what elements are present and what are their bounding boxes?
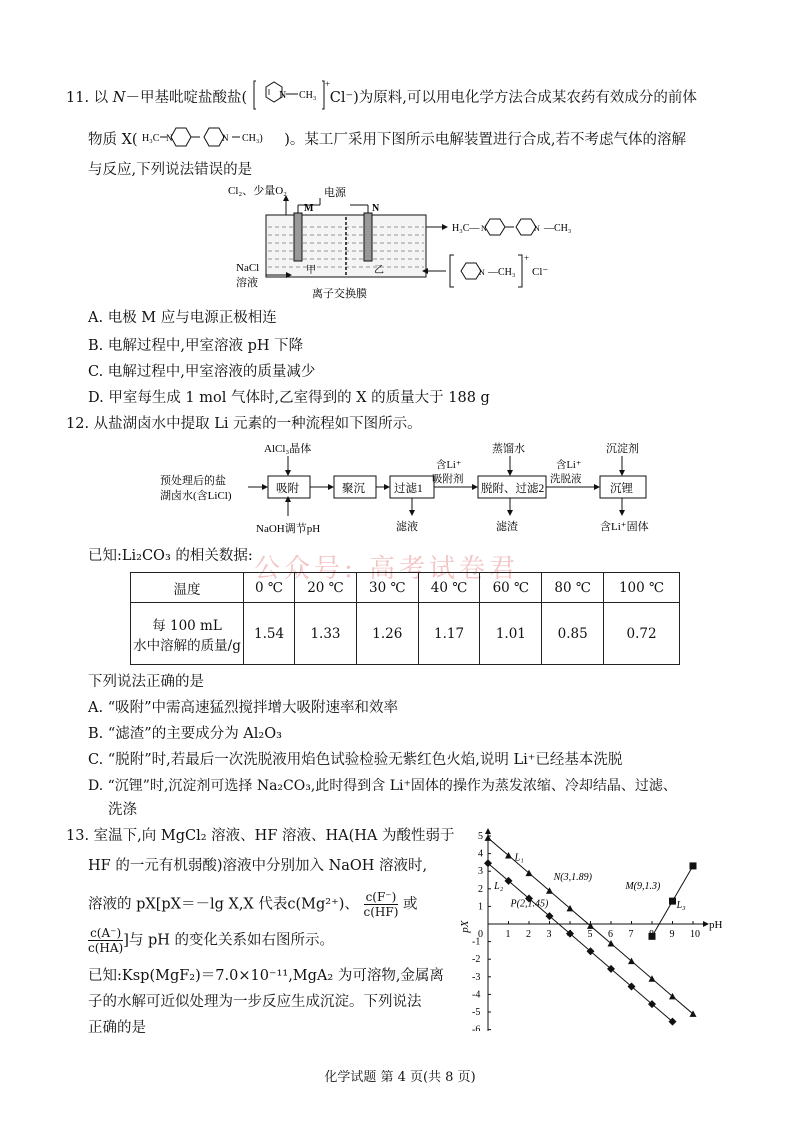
flow-step-coagulate-label: 聚沉 — [342, 483, 365, 495]
x-tick-label: 5 — [587, 929, 593, 940]
table-temp: 0 ℃ — [244, 573, 295, 603]
x-tick-label: 3 — [546, 929, 552, 940]
q13-line3-text: 溶液的 pX[pX＝－lg X,X 代表c(Mg²⁺)、 — [88, 896, 359, 913]
chamber-a-label: 甲 — [306, 265, 316, 276]
q13-line4-text: ]与 pH 的变化关系如右图所示。 — [123, 932, 335, 949]
table-value: 1.54 — [244, 603, 295, 665]
svg-text:—CH₃: —CH₃ — [488, 267, 516, 278]
flow-eluent-1: 含Li⁺ — [556, 460, 582, 471]
svg-text:N: N — [222, 133, 229, 143]
plus-charge: + — [324, 79, 330, 89]
table-row-label-1: 每 100 mL — [152, 617, 222, 634]
annotation-label: M(9,1.3) — [625, 880, 661, 892]
flow-adsorbent-1: 含Li⁺ — [436, 460, 462, 471]
q12-option-d: D. “沉锂”时,沉淀剂可选择 Na₂CO₃,此时得到含 Li⁺固体的操作为蒸发浓缩、冷却结晶、过滤、 — [88, 778, 677, 794]
flow-step-lithium-label: 沉锂 — [610, 483, 633, 495]
flow-feed-1: 预处理后的盐 — [160, 475, 226, 487]
membrane-label: 离子交换膜 — [312, 288, 367, 300]
q11-prefix: 11. 以 — [66, 90, 109, 106]
q11-option-b: B. 电解过程中,甲室溶液 pH 下降 — [88, 338, 304, 354]
q12-known: 已知:Li₂CO₃ 的相关数据: — [88, 548, 253, 564]
table-header-label: 温度 — [131, 573, 244, 603]
table-value: 0.72 — [604, 603, 680, 665]
series-label: L₂ — [494, 880, 504, 892]
q13-line1: 13. 室温下,向 MgCl₂ 溶液、HF 溶液、HA(HA 为酸性弱于 — [66, 828, 455, 844]
electrode-n-label: N — [372, 203, 380, 214]
q12-option-a: A. “吸附”中需高速猛烈搅拌增大吸附速率和效率 — [88, 700, 399, 716]
x-tick-label: 9 — [669, 929, 675, 940]
q13-line6: 子的水解可近似处理为一步反应生成沉淀。下列说法 — [88, 994, 422, 1010]
reactant-cl-label: Cl⁻ — [532, 266, 549, 278]
flow-naoh: NaOH调节pH — [256, 523, 321, 535]
q13-line5: 已知:Ksp(MgF₂)＝7.0×10⁻¹¹,MgA₂ 为可溶物,金属离 — [88, 968, 444, 984]
flow-eluent-2: 洗脱液 — [550, 474, 582, 485]
table-value: 1.33 — [295, 603, 357, 665]
electrolysis-diagram — [228, 183, 608, 312]
y-axis-label: pX — [460, 920, 471, 933]
flow-step-adsorb-label: 吸附 — [276, 483, 299, 495]
chart-svg — [460, 826, 730, 1031]
annotation-label: N(3,1.89) — [553, 872, 592, 883]
y-tick-label: -5 — [472, 1007, 481, 1018]
svg-text:—CH₃: —CH₃ — [544, 223, 572, 234]
x-tick-label: 2 — [526, 929, 531, 940]
q11-line2-prefix: 物质 X( — [88, 132, 138, 148]
y-tick-label: 4 — [478, 848, 483, 860]
q13-line4 — [88, 926, 334, 955]
page-footer: 化学试题 第 4 页(共 8 页) — [324, 1070, 476, 1085]
power-label: 电源 — [324, 187, 346, 199]
q12-option-b: B. “滤渣”的主要成分为 Al₂O₃ — [88, 726, 282, 742]
flow-adsorbent-2: 吸附剂 — [432, 474, 464, 485]
table-temp: 30 ℃ — [356, 573, 418, 603]
svg-text:+: + — [524, 253, 530, 263]
flow-filtrate: 滤液 — [396, 521, 418, 533]
q11-option-a: A. 电极 M 应与电源正极相连 — [88, 310, 277, 326]
q13-or: 或 — [403, 896, 418, 913]
x-tick-label: 6 — [608, 929, 613, 940]
solubility-table — [130, 572, 680, 665]
frac-a-num: c(A⁻) — [88, 926, 123, 941]
data-point — [649, 933, 656, 940]
q11-line1-rest: Cl⁻)为原料,可以用电化学方法合成某农药有效成分的前体 — [329, 90, 697, 106]
frac-a — [88, 926, 123, 955]
svg-text:N: N — [481, 224, 487, 233]
solution-label: 溶液 — [236, 277, 258, 289]
table-value: 1.17 — [418, 603, 480, 665]
y-tick-label: 3 — [478, 866, 483, 878]
svg-text:N: N — [479, 268, 485, 277]
y-tick-label: -2 — [472, 954, 481, 966]
flow-alcl3: AlCl₃晶体 — [264, 443, 312, 455]
ch3-label-2: CH₃) — [242, 133, 263, 144]
electrode-m — [294, 213, 302, 261]
frac-a-den: c(HA) — [88, 941, 124, 955]
x-axis-label: pH — [709, 919, 723, 931]
watermark: 公众号: 高考试卷君 — [254, 554, 520, 584]
q11-line3: 与反应,下列说法错误的是 — [88, 162, 253, 178]
q11-line1 — [66, 78, 697, 118]
x-tick-label: 1 — [505, 929, 511, 940]
svg-text:H₃C—: H₃C— — [452, 223, 480, 234]
x-tick-label: 7 — [628, 929, 634, 940]
flow-solid: 含Li⁺固体 — [600, 521, 649, 533]
series-label: L₁ — [514, 852, 524, 864]
q12-stem: 12. 从盐湖卤水中提取 Li 元素的一种流程如下图所示。 — [66, 416, 422, 432]
q13-line2: HF 的一元有机弱酸)溶液中分别加入 NaOH 溶液时, — [88, 858, 428, 874]
q11-line2-rest: )。某工厂采用下图所示电解装置进行合成,若不考虑气体的溶解 — [284, 132, 686, 148]
table-temp: 80 ℃ — [542, 573, 604, 603]
chamber-b-label: 乙 — [374, 265, 384, 276]
flow-diagram — [160, 440, 660, 544]
y-tick-label: 2 — [478, 883, 483, 895]
electrode-n — [364, 213, 372, 261]
q13-line7: 正确的是 — [88, 1020, 146, 1036]
n-atom-label: N — [278, 90, 286, 101]
pyridinium-structure — [252, 78, 330, 118]
flow-residue: 滤渣 — [496, 521, 518, 533]
y-tick-label: -1 — [472, 936, 481, 948]
table-row-label — [131, 603, 244, 665]
frac-f-num: c(F⁻) — [364, 890, 399, 905]
table-value: 1.26 — [356, 603, 418, 665]
table-row-label-2: 水中溶解的质量/g — [133, 637, 241, 654]
table-temp: 100 ℃ — [604, 573, 680, 603]
y-tick-label: -4 — [472, 989, 481, 1001]
annotation-label: P(2,1.45) — [510, 898, 549, 910]
table-value: 1.01 — [480, 603, 542, 665]
frac-f — [364, 890, 399, 919]
y-tick-label: 1 — [478, 901, 483, 913]
y-tick-label: 5 — [478, 831, 483, 842]
origin-label: 0 — [478, 929, 483, 940]
table-temp: 60 ℃ — [480, 573, 542, 603]
flow-feed-2: 湖卤水(含LiCl) — [160, 490, 232, 502]
px-ph-chart — [460, 826, 730, 1035]
gas-label: Cl₂、少量O₂ — [228, 185, 288, 197]
svg-text:N: N — [166, 133, 173, 143]
nacl-label: NaCl — [236, 262, 260, 274]
y-tick-label: -6 — [472, 1024, 481, 1031]
series-label: L₃ — [676, 900, 686, 912]
table-temp: 20 ℃ — [295, 573, 357, 603]
flow-precipitant: 沉淀剂 — [606, 443, 639, 455]
q12-option-c: C. “脱附”时,若最后一次洗脱液用焰色试验检验无紫红色火焰,说明 Li⁺已经基本洗脱 — [88, 752, 623, 768]
flow-water: 蒸馏水 — [492, 443, 525, 455]
q11-option-c: C. 电解过程中,甲室溶液的质量减少 — [88, 364, 316, 380]
y-tick-label: -3 — [472, 971, 481, 983]
data-point — [690, 862, 697, 869]
q12-ask: 下列说法正确的是 — [88, 674, 204, 690]
q13-line3 — [88, 890, 418, 919]
flow-step-filter1-label: 过滤1 — [394, 483, 423, 495]
table-temp: 40 ℃ — [418, 573, 480, 603]
svg-text:N: N — [534, 224, 540, 233]
ch3-label: CH₃ — [298, 90, 317, 101]
q11-mid: －甲基吡啶盐酸盐( — [125, 90, 248, 106]
h3c-label: H₃C — [142, 133, 160, 144]
data-point — [485, 834, 492, 841]
q12-option-d-cont: 洗涤 — [108, 802, 137, 818]
x-tick-label: 10 — [690, 929, 700, 940]
table-value: 0.85 — [542, 603, 604, 665]
frac-f-den: c(HF) — [363, 905, 399, 919]
y-axis-arrow — [485, 828, 491, 834]
viologen-structure — [142, 125, 284, 155]
flow-step-desorb-label: 脱附、过滤2 — [481, 483, 545, 495]
q11-n-italic: N — [112, 90, 126, 106]
q11-option-d: D. 甲室每生成 1 mol 气体时,乙室得到的 X 的质量大于 188 g — [88, 390, 490, 406]
data-point — [669, 898, 676, 905]
q11-line2 — [88, 125, 686, 155]
electrode-m-label: M — [304, 203, 314, 214]
